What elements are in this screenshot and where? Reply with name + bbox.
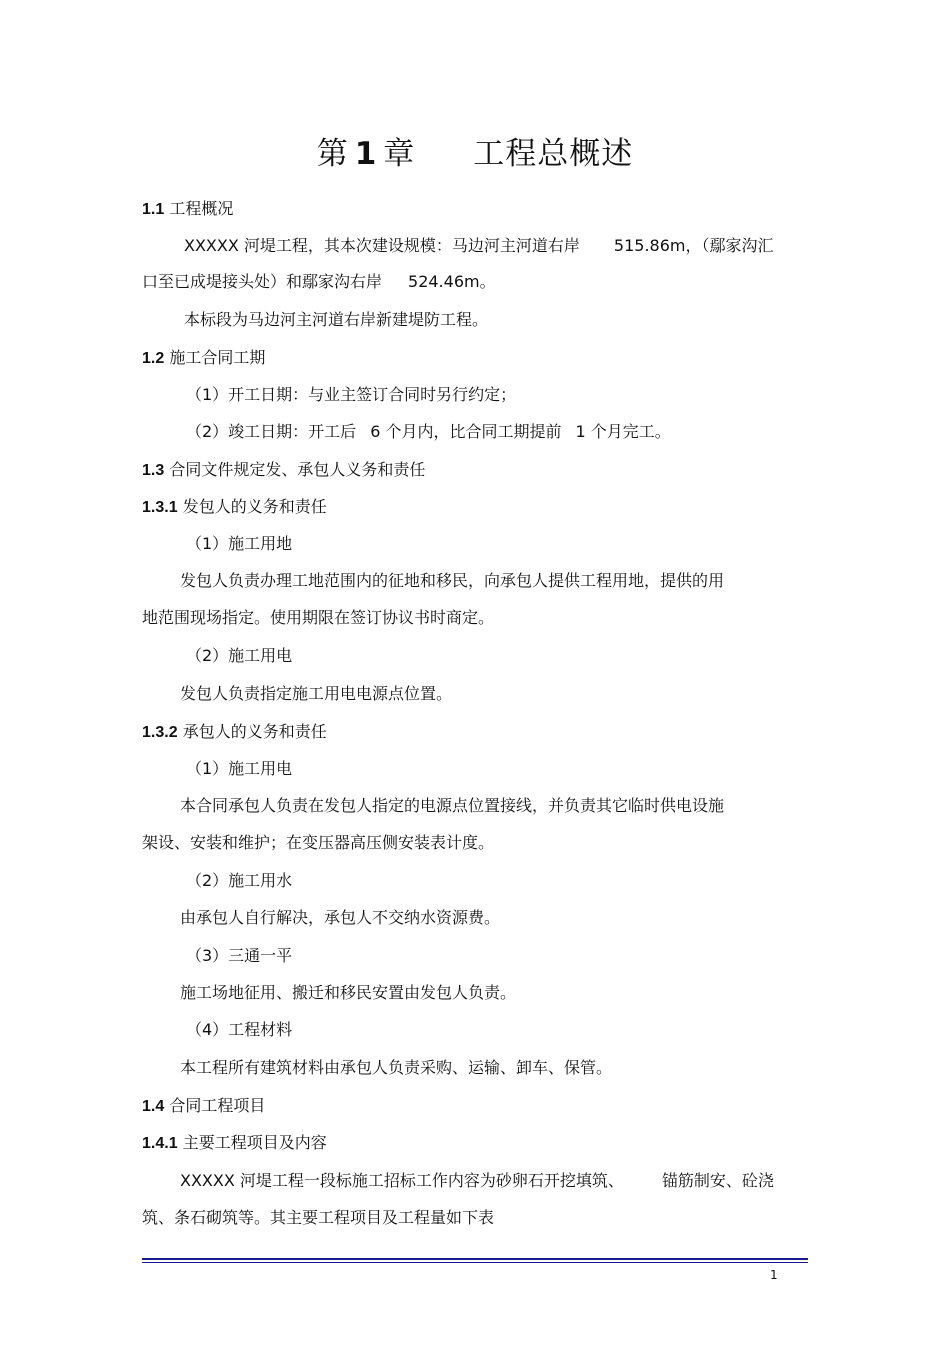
section-title: 承包人的义务和责任: [182, 722, 327, 741]
chapter-heading-text: 工程总概述: [473, 136, 634, 172]
section-title: 合同工程项目: [169, 1096, 266, 1115]
list-item: [186, 422, 671, 442]
text-run: 524.46m。: [408, 272, 496, 291]
section-title: 工程概况: [169, 199, 234, 218]
footer-divider-thin: [142, 1262, 808, 1263]
text-run: XXXXX 河堤工程，其本次建设规模：马边河主河道右岸: [184, 236, 580, 255]
text-run: 锚筋制安、砼浇: [661, 1171, 774, 1190]
paragraph-line: [180, 1171, 774, 1191]
section-number: 1.3: [142, 462, 165, 479]
paragraph-line: 由承包人自行解决，承包人不交纳水资源费。: [180, 908, 501, 927]
chapter-number: 1: [354, 136, 378, 172]
section-number: 1.2: [142, 350, 165, 367]
paragraph-line: 发包人负责办理工地范围内的征地和移民，向承包人提供工程用地，提供的用: [180, 571, 725, 590]
list-item: （1）施工用地: [186, 534, 293, 553]
list-item: （2）施工用电: [186, 646, 293, 665]
section-number: 1.3.2: [142, 724, 178, 741]
footer-divider: [142, 1258, 808, 1260]
section-number: 1.4: [142, 1098, 165, 1115]
list-item: （4）工程材料: [186, 1020, 293, 1039]
list-item: （1）施工用电: [186, 759, 293, 778]
section-number: 1.1: [142, 201, 165, 218]
chapter-title: [0, 128, 950, 173]
section-heading-1-4: [142, 1096, 265, 1117]
section-title: 施工合同工期: [169, 348, 266, 367]
list-item: （2）施工用水: [186, 871, 293, 890]
section-title: 发包人的义务和责任: [182, 497, 327, 516]
page-number: 1: [770, 1268, 778, 1282]
section-number: 1.4.1: [142, 1135, 178, 1152]
paragraph-line: 筑、条石砌筑等。其主要工程项目及工程量如下表: [142, 1208, 495, 1227]
paragraph-line: 架设、安装和维护；在变压器高压侧安装表计度。: [142, 833, 495, 852]
paragraph-line: 本合同承包人负责在发包人指定的电源点位置接线，并负责其它临时供电设施: [180, 796, 725, 815]
paragraph-line: 本工程所有建筑材料由承包人负责采购、运输、卸车、保管。: [180, 1058, 613, 1077]
section-heading-1-3-2: [142, 722, 327, 743]
paragraph-line: 地范围现场指定。使用期限在签订协议书时商定。: [142, 608, 495, 627]
paragraph-line: [142, 272, 496, 292]
text-run: 6 个月内，比合同工期提前: [370, 422, 562, 441]
text-run: XXXXX 河堤工程一段标施工招标工作内容为砂卵石开挖填筑、: [180, 1171, 624, 1190]
section-number: 1.3.1: [142, 499, 178, 516]
section-title: 主要工程项目及内容: [182, 1133, 327, 1152]
paragraph-line: [184, 236, 773, 256]
paragraph-line: 本标段为马边河主河道右岸新建堤防工程。: [184, 310, 489, 329]
text-run: 515.86m，（鄢家沟汇: [613, 236, 774, 255]
list-item: （1）开工日期：与业主签订合同时另行约定；: [186, 385, 517, 404]
list-item: （3）三通一平: [186, 946, 293, 965]
chapter-suffix: 章: [383, 136, 416, 172]
text-run: 1 个月完工。: [575, 422, 671, 441]
section-heading-1-3: [142, 460, 425, 481]
section-heading-1-1: [142, 199, 233, 220]
section-title: 合同文件规定发、承包人义务和责任: [169, 460, 426, 479]
text-run: （2）竣工日期：开工后: [186, 422, 357, 441]
section-heading-1-4-1: [142, 1133, 327, 1154]
paragraph-line: 发包人负责指定施工用电电源点位置。: [180, 684, 453, 703]
section-heading-1-3-1: [142, 497, 327, 518]
section-heading-1-2: [142, 348, 265, 369]
chapter-prefix: 第: [316, 136, 349, 172]
paragraph-line: 施工场地征用、搬迁和移民安置由发包人负责。: [180, 983, 517, 1002]
text-run: 口至已成堤接头处）和鄢家沟右岸: [142, 272, 383, 291]
